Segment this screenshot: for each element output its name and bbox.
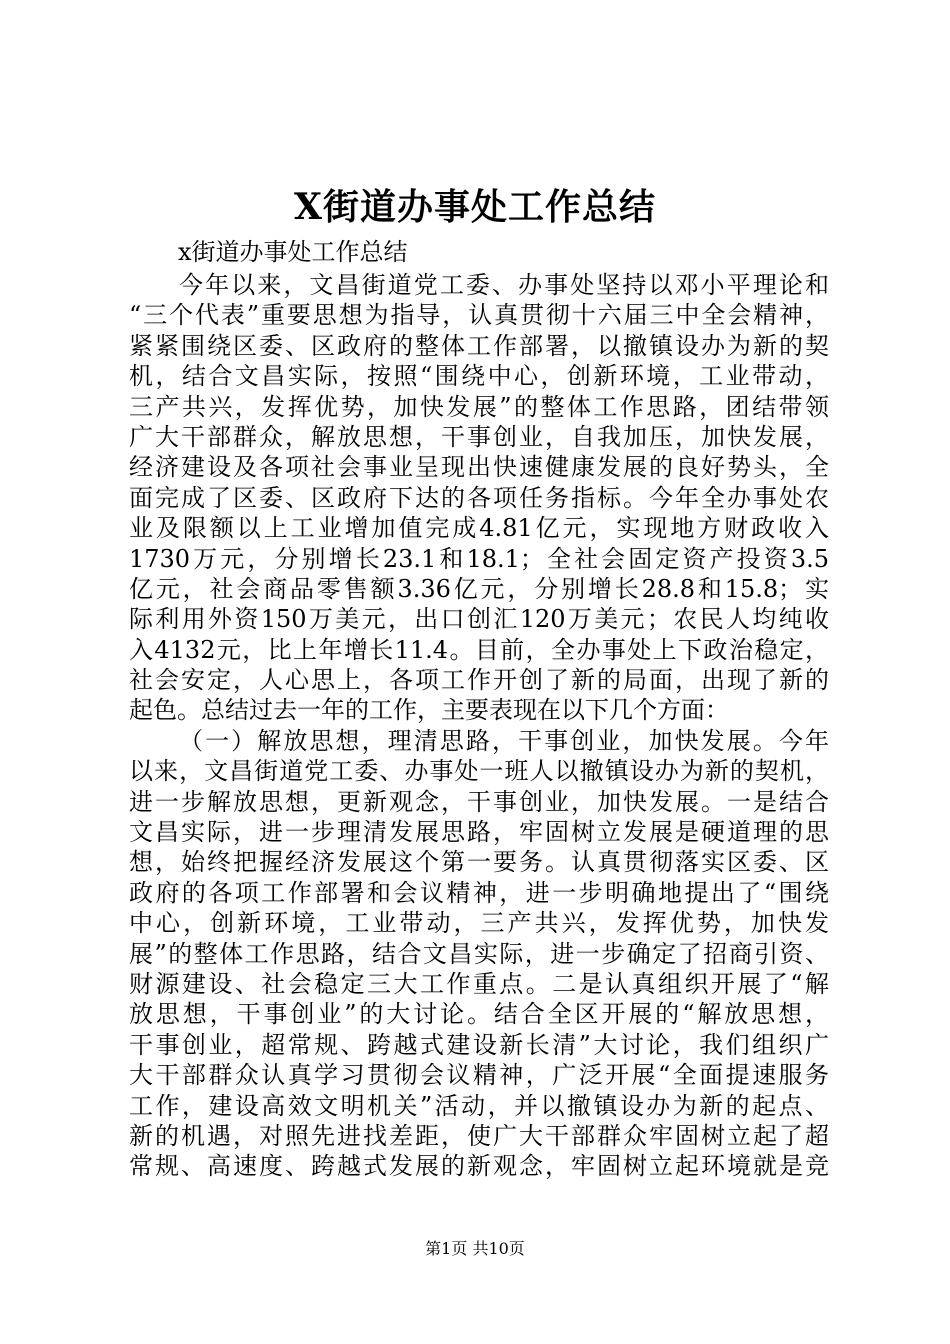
text-line: 面完成了区委、区政府下达的各项任务指标。今年全办事处农 [129,483,829,512]
text-line: 展”的整体工作思路，结合文昌实际，进一步确定了招商引资、 [129,939,829,968]
text-line: “三个代表”重要思想为指导，认真贯彻十六届三中全会精神， [129,301,829,330]
text-line: 中心，创新环境，工业带动，三产共兴，发挥优势，加快发 [129,909,829,938]
text-line: 今年以来，文昌街道党工委、办事处坚持以邓小平理论和 [179,271,829,299]
text-line: 1730万元，分别增长23.1和18.1；全社会固定资产投资3.5 [129,544,829,573]
text-line: 机，结合文昌实际，按照“围绕中心，创新环境，工业带动， [129,362,829,391]
body-text [129,270,829,1182]
text-line: 政府的各项工作部署和会议精神，进一步明确地提出了“围绕 [129,878,829,907]
text-line: 新的机遇，对照先进找差距，使广大干部群众牢固树立起了超 [129,1121,829,1150]
text-line: 入4132元，比上年增长11.4。目前，全办事处上下政治稳定， [129,635,829,664]
page-title: X街道办事处工作总结 [294,186,656,228]
document-subtitle: x街道办事处工作总结 [178,238,408,266]
text-line: 放思想，干事创业”的大讨论。结合全区开展的“解放思想， [129,1000,829,1029]
text-line: 际利用外资150万美元，出口创汇120万美元；农民人均纯收 [129,605,829,634]
text-line: 文昌实际，进一步理清发展思路，牢固树立发展是硬道理的思 [129,818,829,847]
text-line: 经济建设及各项社会事业呈现出快速健康发展的良好势头，全 [129,453,829,482]
text-line: 广大干部群众，解放思想，干事创业，自我加压，加快发展， [129,422,829,451]
text-line: 三产共兴，发挥优势，加快发展”的整体工作思路，团结带领 [129,392,829,421]
text-line: 大干部群众认真学习贯彻会议精神，广泛开展“全面提速服务 [129,1061,829,1090]
text-line: 想，始终把握经济发展这个第一要务。认真贯彻落实区委、区 [129,848,829,877]
text-line: 常规、高速度、跨越式发展的新观念，牢固树立起环境就是竞 [129,1152,829,1181]
text-line: （一）解放思想，理清思路，干事创业，加快发展。今年 [179,726,829,755]
text-line: 业及限额以上工业增加值完成4.81亿元，实现地方财政收入 [129,514,829,543]
text-line: 干事创业，超常规、跨越式建设新长清”大讨论，我们组织广 [129,1030,829,1059]
text-line: 紧紧围绕区委、区政府的整体工作部署，以撤镇设办为新的契 [129,331,829,360]
page-footer: 第1页 共10页 [425,1239,525,1258]
text-line: 工作，建设高效文明机关”活动，并以撤镇设办为新的起点、 [129,1091,829,1120]
text-line: 亿元，社会商品零售额3.36亿元，分别增长28.8和15.8；实 [129,574,829,603]
text-line: 进一步解放思想，更新观念，干事创业，加快发展。一是结合 [129,787,829,816]
text-line: 社会安定，人心思上，各项工作开创了新的局面，出现了新的 [129,666,829,695]
text-line: 财源建设、社会稳定三大工作重点。二是认真组织开展了“解 [129,969,829,998]
text-line: 以来，文昌街道党工委、办事处一班人以撤镇设办为新的契机， [129,757,829,786]
text-line: 起色。总结过去一年的工作，主要表现在以下几个方面： [129,696,729,725]
